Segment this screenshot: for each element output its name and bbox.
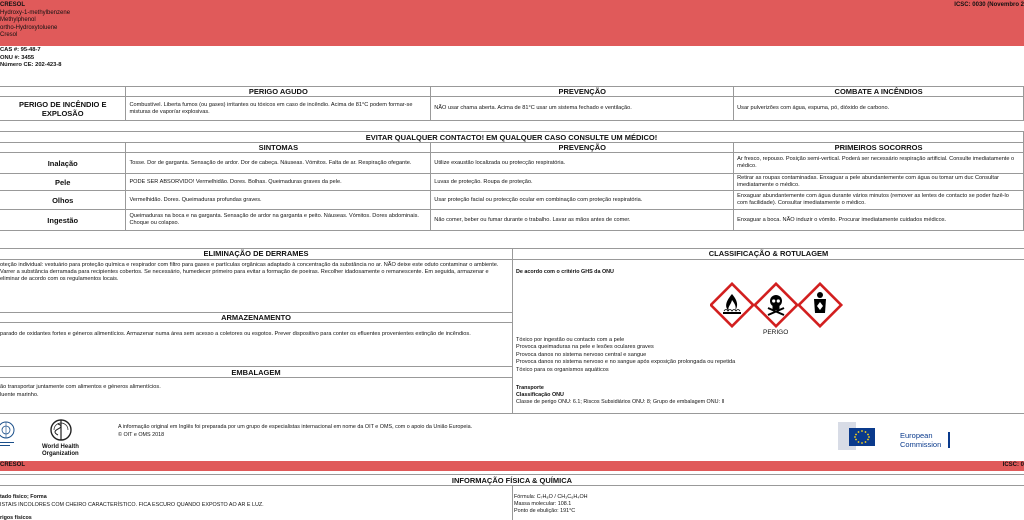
header-symptoms: SINTOMAS xyxy=(126,143,431,153)
transport-title: Transporte xyxy=(516,385,544,391)
header-prevention: PREVENÇÃO xyxy=(431,143,734,153)
row-label: Inalação xyxy=(0,153,126,174)
ec-number: Número CE: 202-423-8 xyxy=(0,62,62,69)
un-class-title: Classificação ONU xyxy=(516,392,564,398)
prevention-cell: Luvas de proteção. Roupa de proteção. xyxy=(431,174,734,191)
boiling-point: Ponto de ebulição: 191°C xyxy=(514,508,576,514)
cas-number: CAS #: 95-48-7 xyxy=(0,47,41,53)
header-prevention: PREVENÇÃO xyxy=(431,87,734,97)
row-label: Olhos xyxy=(0,191,126,210)
packaging-line: ão transportar juntamente com alimentos e géneros alimentícios. xyxy=(0,384,161,390)
packaging-title: EMBALAGEM xyxy=(0,366,512,378)
skull-crossbones-icon xyxy=(755,284,797,326)
table-row xyxy=(0,174,1024,191)
page2-name: CRESOL xyxy=(0,462,26,468)
first-aid-cell: Retirar as roupas contaminadas. Enxaguar a pele abundantemente com água ou tomar um duc Consultar imediatamente o médico. xyxy=(734,174,1024,191)
prevention-cell: Utilize exaustão localizada ou protecção respiratória. xyxy=(431,153,734,174)
footer-note: A informação original em Inglês foi preparada por um grupo de especialistas internacional em nome da OIT e OMS, com o apoio da União Europeia. xyxy=(118,424,473,430)
prevention-cell: Não comer, beber ou fumar durante o trabalho. Lavar as mãos antes de comer. xyxy=(431,210,734,231)
ghs-criteria: De acordo com o critério GHS da ONU xyxy=(516,269,614,275)
hazard-statement: Tóxico por ingestão ou contacto com a pele xyxy=(516,337,625,343)
header-first-aid: PRIMEIROS SOCORROS xyxy=(734,143,1024,153)
health-hazard-icon xyxy=(799,284,841,326)
flame-icon xyxy=(711,284,753,326)
ilo-logo xyxy=(0,420,20,450)
prevention-cell: Usar proteção facial ou protecção ocular em combinação com proteção respiratória. xyxy=(431,191,734,210)
table-row xyxy=(0,153,1024,174)
row-label: Pele xyxy=(0,174,126,191)
table-row xyxy=(0,191,1024,210)
hazard-statement: Tóxico para os organismos aquáticos xyxy=(516,366,609,373)
formula: Fórmula: C₇H₈O / CH₃C₆H₄OH xyxy=(514,494,588,500)
title-band xyxy=(0,0,1024,46)
classification-title: CLASSIFICAÇÃO & ROTULAGEM xyxy=(513,249,1024,260)
ec-text: Commission xyxy=(900,440,942,449)
exposure-banner: EVITAR QUALQUER CONTACTO! EM QUALQUER CASO CONSULTE UM MÉDICO! xyxy=(0,132,1024,143)
physical-dangers-title: rigos físicos xyxy=(0,515,32,520)
packaging-line: luente marinho. xyxy=(0,391,39,398)
fire-prevention: NÃO usar chama aberta. Acima de 81°C usar um sistema fechado e ventilação. xyxy=(431,97,734,121)
page2-icsc: ICSC: 0 xyxy=(1002,462,1024,468)
symptoms-cell: PODE SER ABSORVIDO! Vermelhidão. Dores. Bolhas. Queimaduras graves da pele. xyxy=(126,174,431,191)
hazard-table xyxy=(0,86,1024,121)
physchem-title: INFORMAÇÃO FÍSICA & QUÍMICA xyxy=(0,474,1024,486)
row-label: Ingestão xyxy=(0,210,126,231)
lower-section xyxy=(0,248,1024,414)
un-class-text: Classe de perigo ONU: 6.1; Riscos Subsidiários ONU: 8; Grupo de embalagem ONU: II xyxy=(516,399,725,405)
ec-logo xyxy=(838,420,958,452)
symptoms-cell: Tosse. Dor de garganta. Sensação de ardor. Dor de cabeça. Náuseas. Vómitos. Falta de ar. Respiração ofegante. xyxy=(126,153,431,174)
icsc-number: ICSC: 0030 (Novembro 2 xyxy=(954,2,1024,8)
hazard-statement: Provoca queimaduras na pele e lesões oculares graves xyxy=(516,344,654,351)
page2-band xyxy=(0,461,1024,471)
ghs-pictograms xyxy=(710,282,850,328)
synonym: ortho-Hydroxytoluene xyxy=(0,24,58,31)
storage-text: parado de oxidantes fortes e géneros alimentícios. Armazenar numa área sem acesso a coletores ou esgotos. Prever dispositivo para conter os efluentes provenientes extinção de incêndios. xyxy=(0,331,471,337)
signal-word: PERIGO xyxy=(763,329,789,336)
hazard-statement: Provoca danos no sistema nervoso central e sangue xyxy=(516,351,647,358)
hazard-statement: Provoca danos no sistema nervoso e no sangue após exposição prolongada ou repetida xyxy=(516,359,736,366)
fire-acute: Combustível. Liberta fumos (ou gases) irritantes ou tóxicos em caso de incêndio. Acima de 81°C podem formar-se misturas de vapor/ar explosivas. xyxy=(126,97,431,121)
spill-title: ELIMINAÇÃO DE DERRAMES xyxy=(0,249,512,260)
fire-row-label: PERIGO DE INCÊNDIO E EXPLOSÃO xyxy=(0,97,126,121)
molecular-mass: Massa molecular: 108.1 xyxy=(514,501,572,507)
first-aid-cell: Enxaguar a boca. NÃO induzir o vómito. Procurar imediatamente cuidados médicos. xyxy=(734,210,1024,231)
table-row xyxy=(0,210,1024,231)
physical-state-text: ISTAIS INCOLORES COM CHEIRO CARACTERÍSTICO. FICA ESCURO QUANDO EXPOSTO AO AR E LUZ. xyxy=(0,502,264,508)
who-text: Organization xyxy=(42,450,79,457)
who-text: World Health xyxy=(42,444,79,450)
copyright: © OIT e OMS 2018 xyxy=(118,432,165,438)
chemical-name: CRESOL xyxy=(0,2,26,8)
symptoms-cell: Queimaduras na boca e na garganta. Sensação de ardor na garganta e peito. Náuseas. Vómitos. Dores abdominais. Choque ou colapso. xyxy=(126,210,431,231)
first-aid-cell: Ar fresco, repouso. Posição semi-vertical. Poderá ser necessário respiração artificial. Consulte imediatamente o médico. xyxy=(734,153,1024,174)
fire-fighting: Usar pulverizões com água, espuma, pó, dióxido de carbono. xyxy=(734,97,1024,121)
storage-title: ARMAZENAMENTO xyxy=(0,312,512,323)
synonym: Hydroxy-1-methylbenzene xyxy=(0,9,71,16)
header-acute: PERIGO AGUDO xyxy=(126,87,431,97)
synonym: Methylphenol xyxy=(0,17,36,23)
ec-text: European xyxy=(900,431,933,440)
header-firefighting: COMBATE A INCÊNDIOS xyxy=(734,87,1024,97)
exposure-table xyxy=(0,131,1024,231)
synonym: Cresol xyxy=(0,32,18,38)
physical-state-title: tado físico; Forma xyxy=(0,494,47,500)
spill-text: oteção individual: vestuário para proteção química e respirador com filtro para gases e partículas orgânicas adaptado à concentração da substância no ar. NÃO deixe este oduto contaminar o ambiente. Varrer a substância derramada para recipientes cobertos. Se necessário, humedecer primeiro para evitar a formação de poeiras. Recolher idadosamente o remanescente. Em seguida, armazenar e eliminar de acordo com os regulamentos locais. xyxy=(0,262,499,282)
who-logo xyxy=(40,418,90,458)
first-aid-cell: Enxaguar abundantemente com água durante vários minutos (remover as lentes de contacto se poder fazê-lo com facilidade). Consultar imediatamente o médico. xyxy=(734,191,1024,210)
un-number: ONU #: 3455 xyxy=(0,54,35,61)
symptoms-cell: Vermelhidão. Dores. Queimaduras profundas graves. xyxy=(126,191,431,210)
